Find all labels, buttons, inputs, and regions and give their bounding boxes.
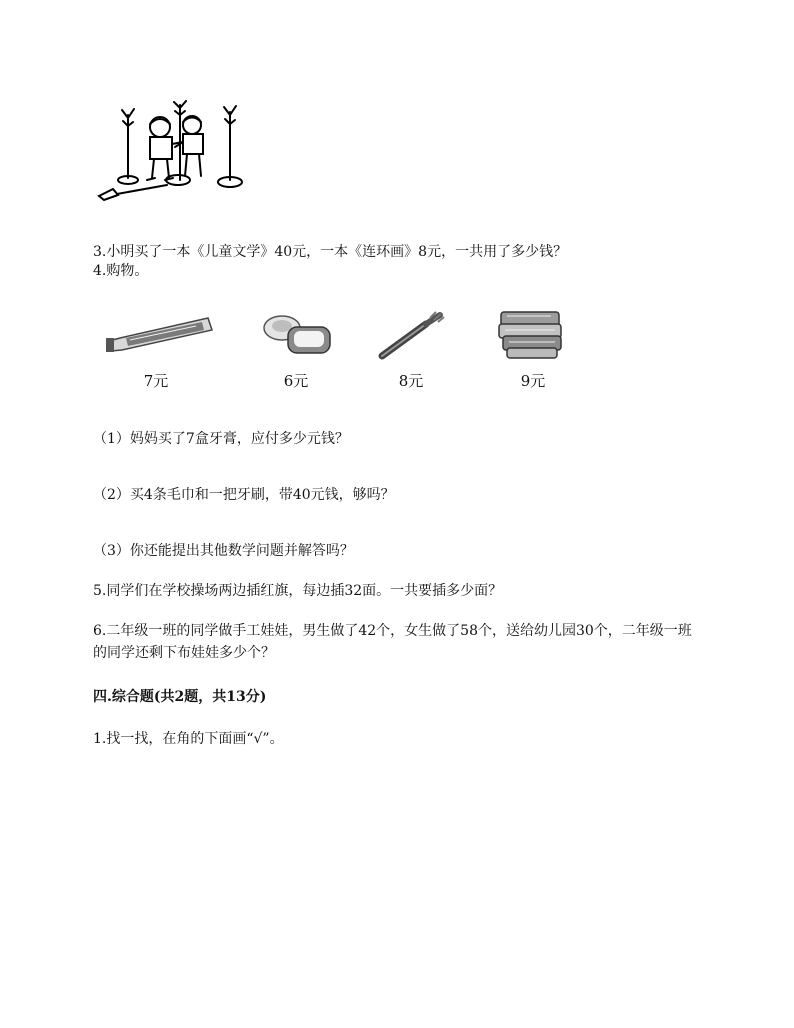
question-5: 5.同学们在学校操场两边插红旗，每边插32面。一共要插多少面？: [93, 583, 503, 599]
tree-planting-illustration: [95, 100, 250, 205]
toothbrush-image: [378, 310, 448, 360]
subquestion-3: （3）你还能提出其他数学问题并解答吗？: [93, 543, 354, 559]
question-3: 3.小明买了一本《儿童文学》40元，一本《连环画》8元，一共用了多少钱？: [93, 244, 568, 260]
toothbrush-price: 8元: [398, 372, 424, 390]
toothpaste-image: [106, 308, 216, 360]
section-heading: 四.综合题(共2题，共13分): [93, 689, 267, 705]
question-6: 6.二年级一班的同学做手工娃娃，男生做了42个，女生做了58个，送给幼儿园30个，二年级一班的同学还剩下布娃娃多少个？: [93, 623, 692, 661]
soap-price: 6元: [283, 372, 309, 390]
section4-question-1: 1.找一找，在角的下面画“√”。: [93, 731, 284, 747]
toothpaste-price: 7元: [143, 372, 169, 390]
towels-image: [495, 306, 570, 362]
towels-price: 9元: [520, 372, 546, 390]
soap-image: [260, 310, 335, 360]
subquestion-1: （1）妈妈买了7盒牙膏，应付多少元钱？: [93, 431, 349, 447]
subquestion-2: （2）买4条毛巾和一把牙刷，带40元钱，够吗？: [93, 487, 395, 503]
question-4: 4.购物。: [93, 263, 149, 279]
